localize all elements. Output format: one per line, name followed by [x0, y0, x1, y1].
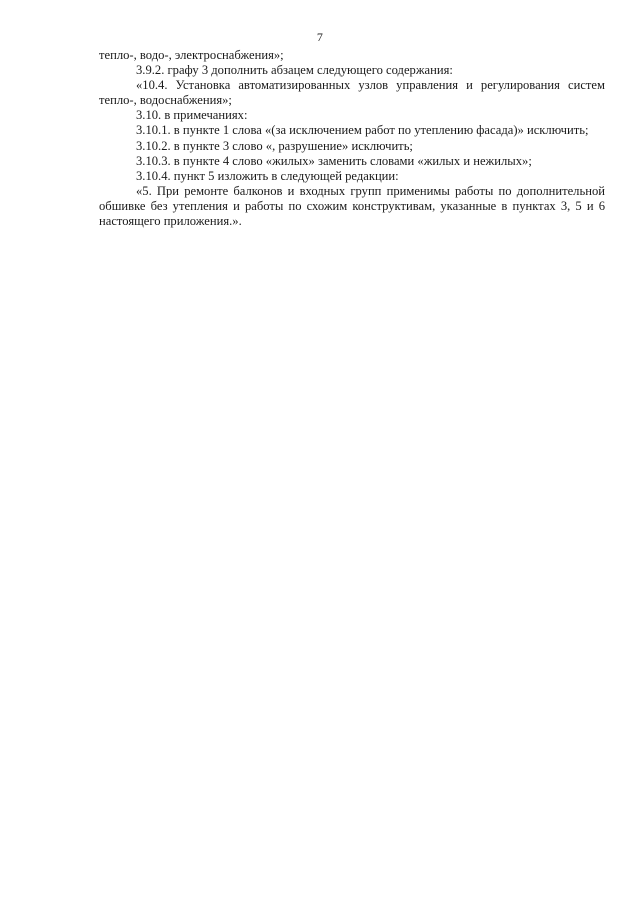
paragraph-continuation: тепло-, водо-, электроснабжения»;: [99, 48, 284, 62]
paragraph-3-10-4: 3.10.4. пункт 5 изложить в следующей редакции:: [136, 168, 399, 183]
paragraph-3-10: 3.10. в примечаниях:: [136, 108, 248, 123]
page-number: 7: [316, 30, 324, 44]
paragraph-3-9-2: 3.9.2. графу 3 дополнить абзацем следующего содержания:: [136, 63, 453, 78]
paragraph-3-10-2: 3.10.2. в пункте 3 слово «, разрушение» исключить;: [136, 138, 413, 153]
paragraph-3-10-3: 3.10.3. в пункте 4 слово «жилых» заменить словами «жилых и нежилых»;: [136, 153, 532, 168]
document-body: [99, 48, 605, 229]
paragraph-10-4-quote: «10.4. Установка автоматизированных узлов управления и регулирования систем тепло-, водоснабжения»;: [99, 78, 605, 108]
paragraph-3-10-1: 3.10.1. в пункте 1 слова «(за исключением работ по утеплению фасада)» исключить;: [136, 123, 589, 138]
paragraph-note-5-quote: «5. При ремонте балконов и входных групп применимы работы по дополнительной обшивке без утепления и работы по схожим конструктивам, указанные в пунктах 3, 5 и 6 настоящего приложения.».: [99, 183, 605, 229]
